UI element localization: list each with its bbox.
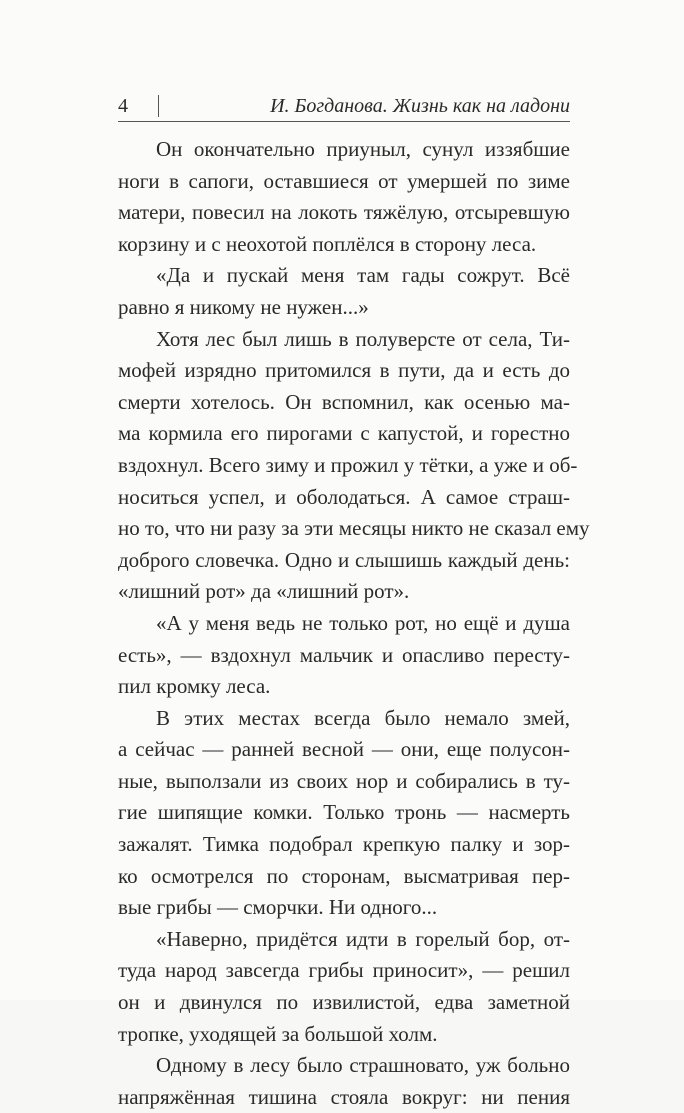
text-line: вые грибы — сморчки. Ни одного...	[118, 895, 438, 920]
text-line: Хотя лес был лишь в полуверсте от села, Ти-	[156, 326, 570, 351]
text-line: а сейчас — ранней весной — они, еще полусон-	[118, 737, 570, 762]
text-line: ко осмотрелся по сторонам, высматривая пер-	[118, 863, 570, 888]
text-line: матери, повесил на локоть тяжёлую, отсыревшую	[118, 200, 570, 225]
text-line: «лишний рот» да «лишний рот».	[118, 579, 410, 604]
text-line: ные, выползали из своих нор и собирались в ту-	[118, 768, 570, 793]
text-line: пил кромку леса.	[118, 674, 271, 699]
text-line: ноги в сапоги, оставшиеся от умершей по зиме	[118, 168, 570, 193]
text-line: «А у меня ведь не только рот, но ещё и душа	[156, 610, 570, 635]
text-line: туда народ завсегда грибы приносит», — решил	[118, 958, 570, 983]
text-line: ма кормила его пирогами с капустой, и горестно	[118, 421, 570, 446]
text-line: корзину и с неохотой поплёлся в сторону леса.	[118, 231, 537, 256]
text-line: смерти хотелось. Он вспомнил, как осенью ма-	[118, 389, 570, 414]
body-text	[118, 134, 590, 1113]
text-line: напряжённая тишина стояла вокруг: ни пения	[118, 1084, 570, 1109]
text-line: «Наверно, придётся идти в горелый бор, от-	[156, 926, 570, 951]
text-line: «Да и пускай меня там гады сожрут. Всё	[156, 263, 570, 288]
text-line: Он окончательно приуныл, сунул иззябшие	[156, 137, 570, 161]
text-line: вздохнул. Всего зиму и прожил у тётки, а уже и об-	[118, 452, 578, 477]
text-line: носиться успел, и оболодаться. А самое страш-	[118, 484, 570, 509]
text-line: Одному в лесу было страшновато, уж больно	[156, 1053, 570, 1078]
text-line: равно я никому не нужен...»	[118, 294, 369, 319]
text-line: зажалят. Тимка подобрал крепкую палку и зор-	[118, 832, 570, 857]
text-line: В этих местах всегда было немало змей,	[156, 705, 570, 730]
text-line: мофей изрядно притомился в пути, да и есть до	[118, 358, 570, 383]
text-line: есть», — вздохнул мальчик и опасливо пересту-	[118, 642, 570, 667]
header-rule	[118, 121, 570, 122]
text-line: но то, что ни разу за эти месяцы никто не сказал ему	[118, 516, 590, 541]
text-line: тропке, уходящей за большой холм.	[118, 1021, 438, 1046]
text-line: гие шипящие комки. Только тронь — насмерть	[118, 800, 570, 825]
text-line: он и двинулся по извилистой, едва заметной	[118, 990, 570, 1015]
header-separator	[158, 95, 159, 117]
page-header	[118, 93, 570, 123]
page-number: 4	[118, 95, 128, 117]
running-head: И. Богданова. Жизнь как на ладони	[270, 95, 570, 117]
text-line: доброго словечка. Одно и слышишь каждый день:	[118, 547, 570, 572]
